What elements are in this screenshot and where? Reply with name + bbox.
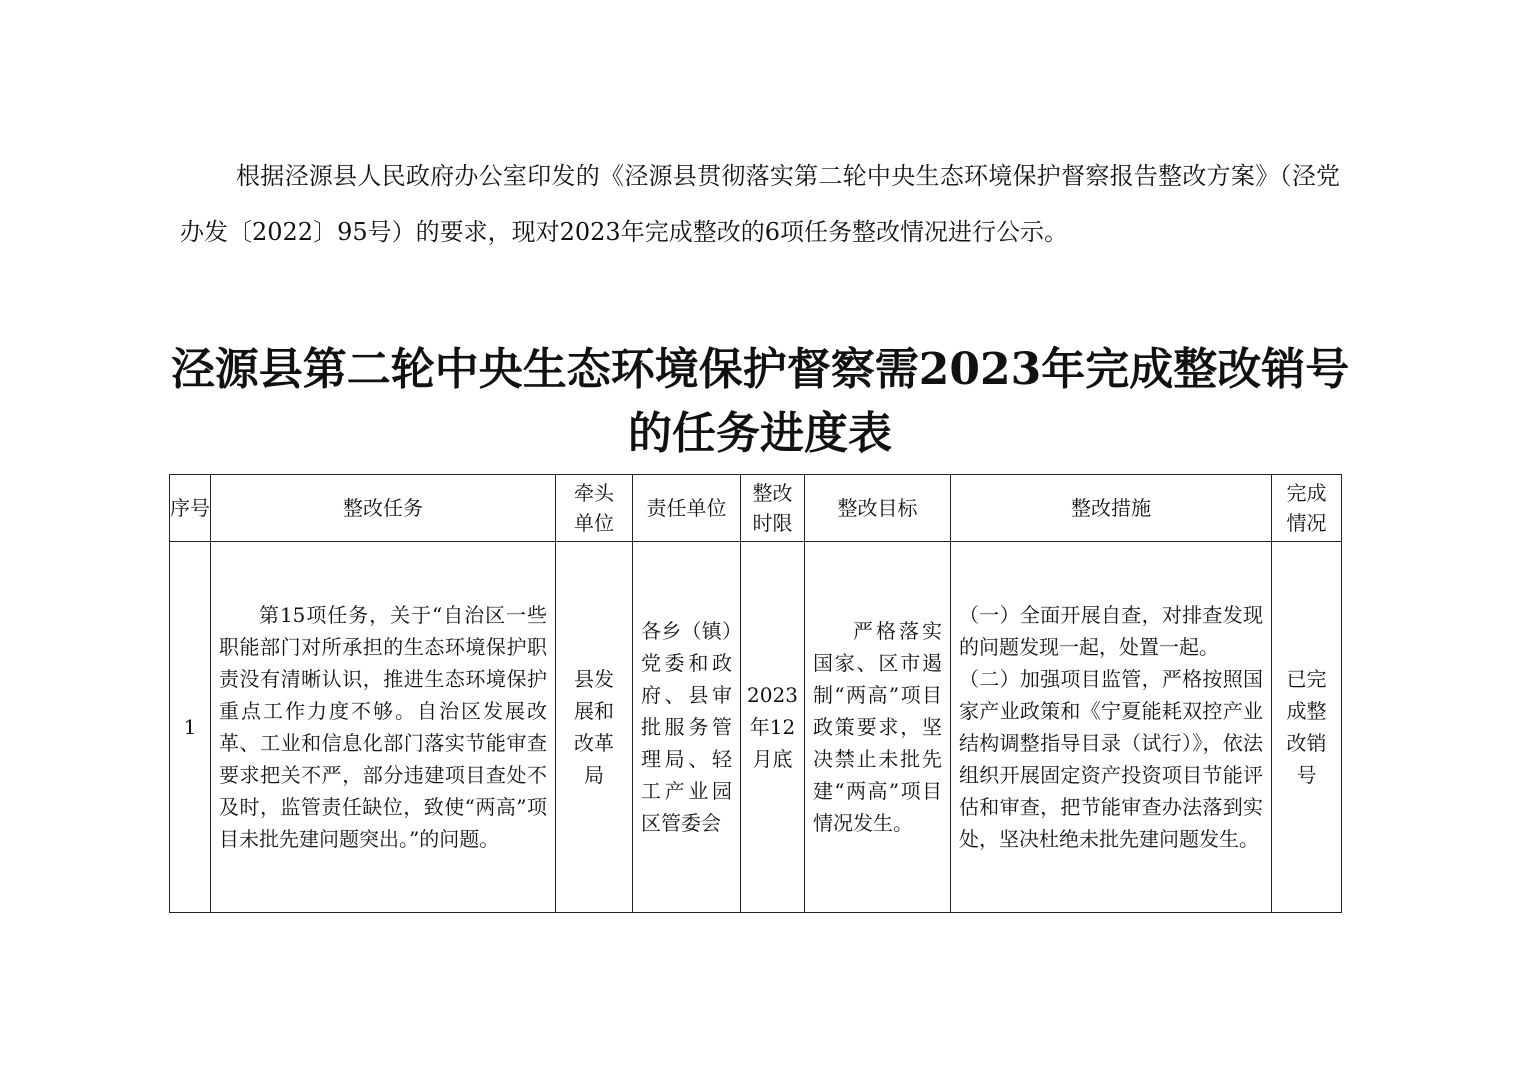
cell-goal <box>805 542 951 913</box>
header-status: 完成情况 <box>1272 475 1342 542</box>
cell-responsible-units: 各乡（镇）党委和政府、县审批服务管理局、轻工产业园区管委会 <box>633 542 741 913</box>
header-measures: 整改措施 <box>951 475 1272 542</box>
cell-deadline: 2023年12月底 <box>741 542 805 913</box>
header-lead-unit: 牵头单位 <box>556 475 633 542</box>
table-row <box>170 542 1342 913</box>
header-deadline: 整改时限 <box>741 475 805 542</box>
intro-paragraph: 根据泾源县人民政府办公室印发的《泾源县贯彻落实第二轮中央生态环境保护督察报告整改方案》（泾党办发〔2022〕95号）的要求，现对2023年完成整改的6项任务整改情况进行公示。 <box>180 162 1340 246</box>
header-index: 序号 <box>170 475 211 542</box>
cell-index: 1 <box>170 542 211 913</box>
cell-lead-unit: 县发展和改革局 <box>556 542 633 913</box>
task-text: 第15项任务，关于“自治区一些职能部门对所承担的生态环境保护职责没有清晰认识，推进生态环境保护重点工作力度不够。自治区发展改革、工业和信息化部门落实节能审查要求把关不严，部分违建项目查处不及时，监管责任缺位，致使“两高”项目未批先建问题突出。”的问题。 <box>219 603 547 851</box>
table-header-row <box>170 475 1342 542</box>
cell-measures <box>951 542 1272 913</box>
measure-item: （二）加强项目监管，严格按照国家产业政策和《宁夏能耗双控产业结构调整指导目录（试行）》，依法组织开展固定资产投资项目节能评估和审查，把节能审查办法落到实处，坚决杜绝未批先建问题发生。 <box>959 667 1263 851</box>
task-progress-table <box>169 474 1342 913</box>
header-goal: 整改目标 <box>805 475 951 542</box>
goal-text: 严格落实国家、区市遏制“两高”项目政策要求，坚决禁止未批先建“两高”项目情况发生。 <box>813 619 942 835</box>
measure-item: （一）全面开展自查，对排查发现的问题发现一起，处置一起。 <box>959 603 1263 659</box>
cell-task <box>211 542 556 913</box>
header-task: 整改任务 <box>211 475 556 542</box>
header-responsible-units: 责任单位 <box>633 475 741 542</box>
document-title: 泾源县第二轮中央生态环境保护督察需2023年完成整改销号的任务进度表 <box>170 344 1350 459</box>
cell-status: 已完成整改销号 <box>1272 542 1342 913</box>
